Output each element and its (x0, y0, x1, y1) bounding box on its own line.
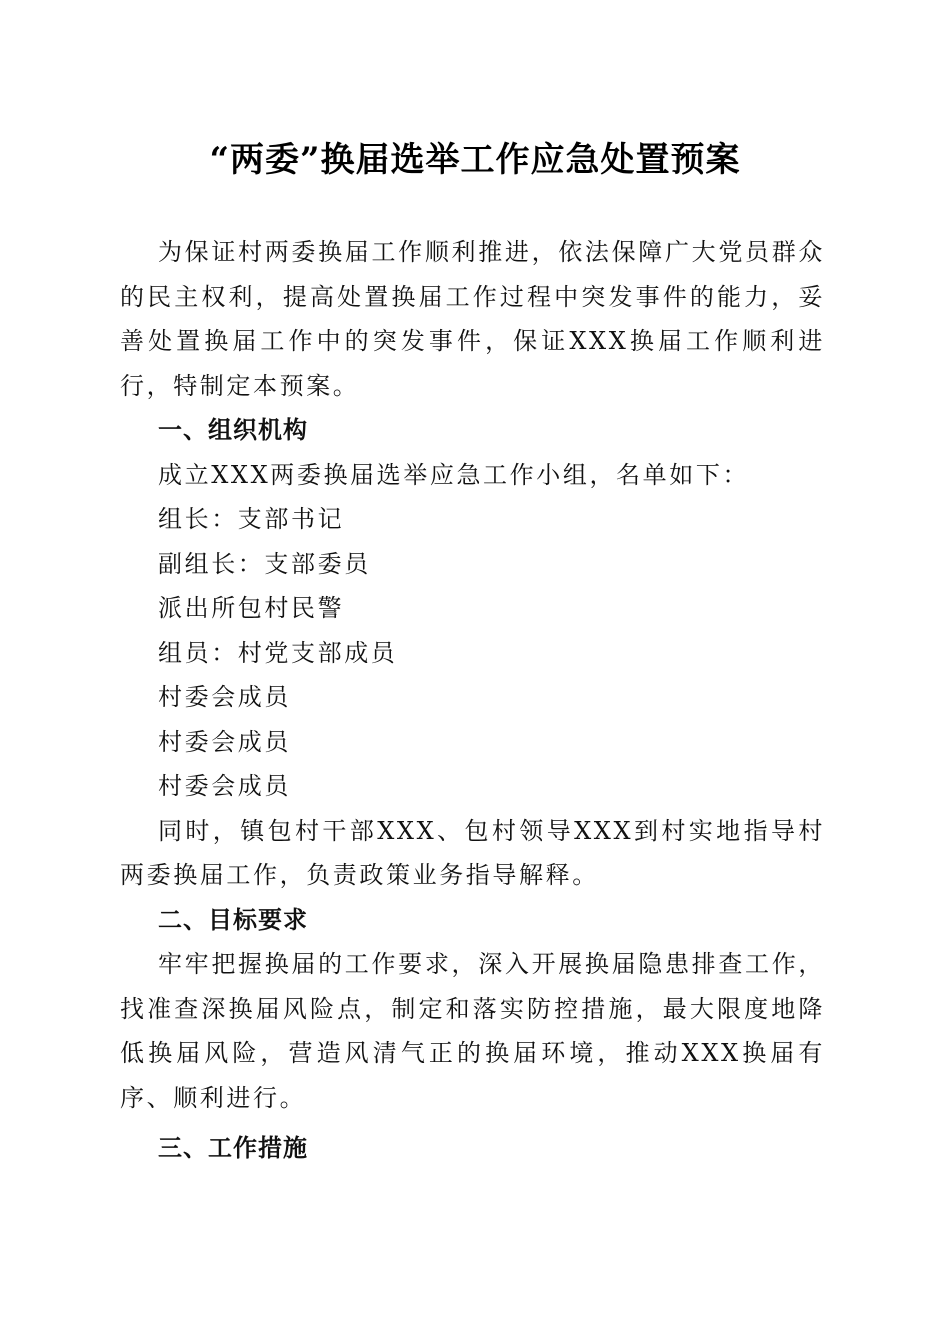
document-title: “两委”换届选举工作应急处置预案 (209, 140, 741, 180)
org-line: 村委会成员 (158, 772, 291, 800)
org-line: 组长：支部书记 (158, 505, 345, 533)
document-body (120, 230, 825, 1171)
org-line: 组员：村党支部成员 (158, 638, 398, 667)
org-line: 派出所包村民警 (158, 594, 345, 622)
guidance-paragraph: 同时，镇包村干部XXX、包村领导XXX到村实地指导村两委换届工作，负责政策业务指导解释。 (120, 816, 825, 889)
section-heading-goals: 二、目标要求 (158, 905, 308, 934)
goals-paragraph: 牢牢把握换届的工作要求，深入开展换届隐患排查工作，找准查深换届风险点，制定和落实防控措施，最大限度地降低换届风险，营造风清气正的换届环境，推动XXX换届有序、顺利进行。 (120, 950, 825, 1112)
section-heading-measures: 三、工作措施 (158, 1134, 308, 1162)
org-line: 村委会成员 (158, 727, 291, 756)
org-line: 成立XXX两委换届选举应急工作小组，名单如下： (158, 460, 750, 489)
section-heading-organization: 一、组织机构 (158, 416, 308, 444)
intro-paragraph: 为保证村两委换届工作顺利推进，依法保障广大党员群众的民主权利，提高处置换届工作过程中突发事件的能力，妥善处置换届工作中的突发事件，保证XXX换届工作顺利进行，特制定本预案。 (120, 238, 825, 400)
org-line: 副组长：支部委员 (158, 549, 371, 578)
org-line: 村委会成员 (158, 683, 291, 711)
